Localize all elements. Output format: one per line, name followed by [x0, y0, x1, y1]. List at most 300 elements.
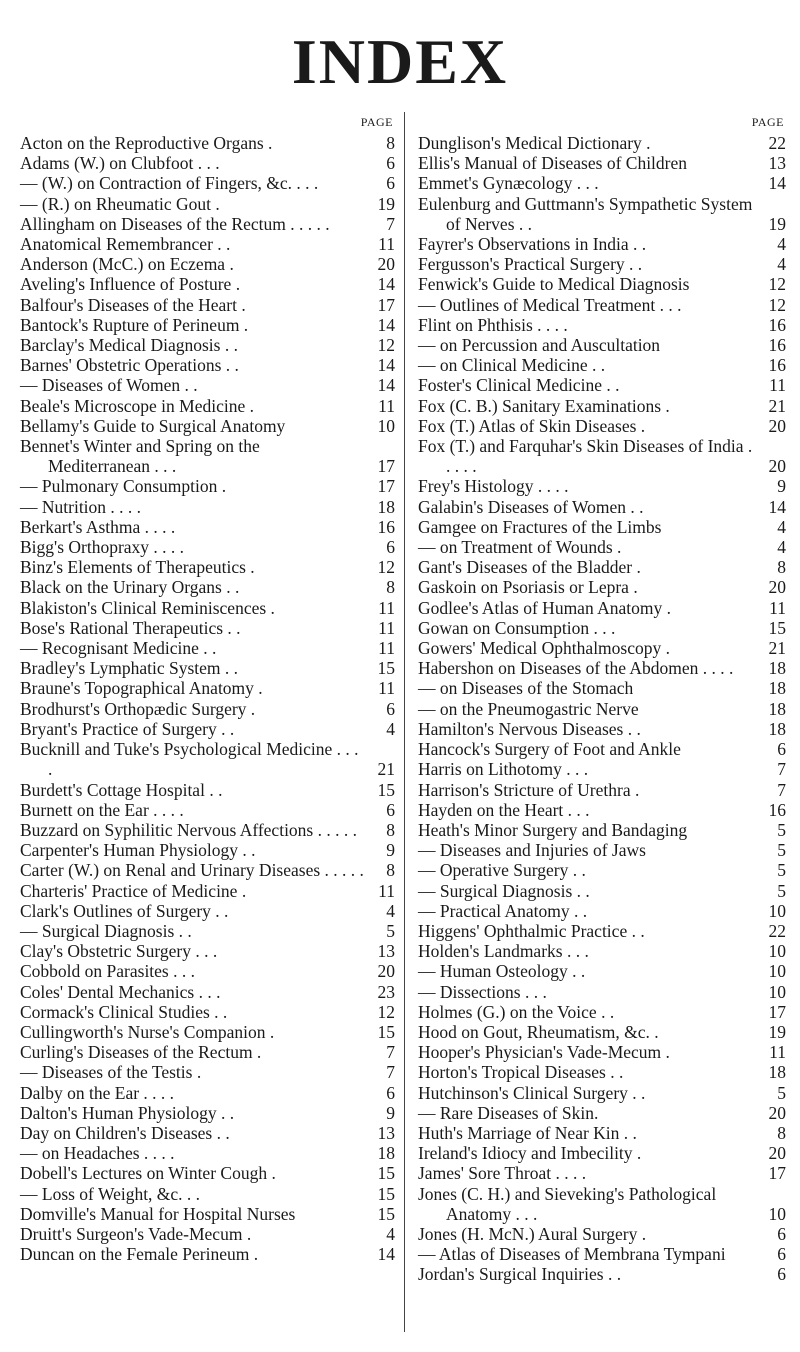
entry-page-number: 14: [377, 355, 395, 376]
index-entry: [418, 436, 786, 476]
entry-page-number: 17: [768, 1163, 786, 1184]
index-entry: [20, 355, 395, 375]
entry-title: Holmes (G.) on the Voice . .: [418, 1001, 615, 1022]
entry-page-number: 8: [386, 577, 395, 598]
index-entry: [418, 173, 786, 193]
entry-title: Galabin's Diseases of Women . .: [418, 496, 644, 517]
index-entry: [20, 618, 395, 638]
index-entry: [20, 1244, 395, 1264]
entry-page-number: 17: [377, 456, 395, 477]
entry-page-number: 19: [768, 1021, 786, 1042]
index-entry: [20, 800, 395, 820]
entry-title: Curling's Diseases of the Rectum .: [20, 1042, 262, 1063]
entry-page-number: 8: [386, 133, 395, 153]
entry-title: — Atlas of Diseases of Membrana Tympani: [418, 1244, 726, 1265]
entry-title: Black on the Urinary Organs . .: [20, 577, 240, 598]
index-entry: [418, 860, 786, 880]
entry-title: Hooper's Physician's Vade-Mecum .: [418, 1042, 670, 1063]
entry-title: Dobell's Lectures on Winter Cough .: [20, 1163, 276, 1184]
entry-title: Eulenburg and Guttmann's Sympathetic System of Nerves . .: [418, 193, 753, 234]
entry-title: — on Headaches . . . .: [20, 1143, 175, 1164]
index-entry: [20, 315, 395, 335]
entry-page-number: 11: [378, 597, 395, 618]
entry-page-number: 5: [777, 880, 786, 901]
entry-title: Harris on Lithotomy . . .: [418, 759, 589, 780]
entry-page-number: 6: [777, 1264, 786, 1285]
entry-title: Burdett's Cottage Hospital . .: [20, 779, 223, 800]
entry-page-number: 6: [777, 739, 786, 760]
entry-title: Clark's Outlines of Surgery . .: [20, 900, 229, 921]
entry-title: — on Percussion and Auscultation: [418, 335, 661, 356]
index-entry: [418, 678, 786, 698]
entry-title: Buzzard on Syphilitic Nervous Affections . . . . .: [20, 819, 357, 840]
entry-title: Jones (H. McN.) Aural Surgery .: [418, 1223, 647, 1244]
index-entry: [418, 1022, 786, 1042]
entry-title: Druitt's Surgeon's Vade-Mecum .: [20, 1223, 252, 1244]
entry-page-number: 21: [768, 395, 786, 416]
entry-page-number: 4: [386, 1223, 395, 1244]
index-entry: [418, 355, 786, 375]
index-entry: [418, 1244, 786, 1264]
index-entry: [20, 1204, 395, 1224]
index-entry: [20, 1022, 395, 1042]
entry-title: Day on Children's Diseases . .: [20, 1122, 230, 1143]
entry-title: — Diseases of Women . .: [20, 375, 198, 396]
index-entry: [418, 800, 786, 820]
entry-page-number: 7: [386, 1062, 395, 1083]
entry-page-number: 11: [378, 617, 395, 638]
entry-page-number: 9: [777, 476, 786, 497]
index-entry: [418, 375, 786, 395]
index-entry: [418, 497, 786, 517]
index-entry: [20, 820, 395, 840]
index-entry: [418, 274, 786, 294]
entry-page-number: 20: [768, 456, 786, 477]
index-entry: [20, 476, 395, 496]
index-entry: [20, 678, 395, 698]
index-list-right: [418, 133, 786, 1285]
index-entry: [418, 1184, 786, 1224]
entry-page-number: 18: [768, 678, 786, 699]
index-entry: [418, 820, 786, 840]
entry-title: Fox (T.) and Farquhar's Skin Diseases of India . . . . .: [418, 436, 753, 477]
entry-title: Bradley's Lymphatic System . .: [20, 658, 238, 679]
entry-title: — on Treatment of Wounds .: [418, 537, 622, 558]
index-entry: [418, 840, 786, 860]
entry-title: Bantock's Rupture of Perineum .: [20, 314, 249, 335]
entry-title: Bellamy's Guide to Surgical Anatomy: [20, 415, 286, 436]
entry-title: Brodhurst's Orthopædic Surgery .: [20, 698, 256, 719]
index-entry: [418, 476, 786, 496]
index-entry: [418, 961, 786, 981]
entry-page-number: 15: [377, 1183, 395, 1204]
index-entry: [20, 961, 395, 981]
entry-page-number: 5: [777, 860, 786, 881]
entry-title: — Nutrition . . . .: [20, 496, 142, 517]
entry-page-number: 13: [768, 153, 786, 174]
index-entry: [418, 759, 786, 779]
entry-page-number: 14: [768, 496, 786, 517]
index-entry: [20, 1184, 395, 1204]
index-entry: [20, 860, 395, 880]
entry-page-number: 18: [768, 718, 786, 739]
entry-page-number: 16: [768, 355, 786, 376]
index-entry: [20, 901, 395, 921]
entry-title: Foster's Clinical Medicine . .: [418, 375, 620, 396]
index-entry: [418, 315, 786, 335]
entry-page-number: 6: [386, 799, 395, 820]
entry-title: Clay's Obstetric Surgery . . .: [20, 941, 218, 962]
index-entry: [418, 537, 786, 557]
entry-page-number: 11: [378, 395, 395, 416]
entry-title: — on the Pneumogastric Nerve: [418, 698, 639, 719]
entry-title: Charteris' Practice of Medicine .: [20, 880, 247, 901]
entry-page-number: 23: [377, 981, 395, 1002]
index-entry: [20, 1224, 395, 1244]
entry-page-number: 8: [386, 819, 395, 840]
index-list-left: [20, 133, 395, 1264]
index-entry: [418, 133, 786, 153]
entry-page-number: 10: [768, 981, 786, 1002]
index-entry: [20, 517, 395, 537]
entry-page-number: 6: [386, 1082, 395, 1103]
entry-title: — Outlines of Medical Treatment . . .: [418, 294, 682, 315]
entry-title: Hamilton's Nervous Diseases . .: [418, 718, 641, 739]
entry-page-number: 6: [386, 153, 395, 174]
page-column-heading: PAGE: [751, 115, 784, 129]
entry-title: Jones (C. H.) and Sieveking's Pathological Anatomy . . .: [418, 1183, 717, 1224]
entry-title: Gamgee on Fractures of the Limbs: [418, 516, 662, 537]
entry-title: Balfour's Diseases of the Heart .: [20, 294, 246, 315]
entry-title: Hancock's Surgery of Foot and Ankle: [418, 739, 681, 760]
entry-page-number: 13: [377, 941, 395, 962]
entry-page-number: 22: [768, 133, 786, 153]
entry-title: — Operative Surgery . .: [418, 860, 586, 881]
entry-page-number: 11: [769, 1042, 786, 1063]
entry-page-number: 15: [377, 779, 395, 800]
entry-title: Anatomical Remembrancer . .: [20, 234, 231, 255]
index-entry: [20, 537, 395, 557]
index-entry: [418, 881, 786, 901]
entry-page-number: 15: [377, 1163, 395, 1184]
entry-page-number: 18: [768, 698, 786, 719]
entry-title: Huth's Marriage of Near Kin . .: [418, 1122, 637, 1143]
entry-title: Carter (W.) on Renal and Urinary Diseases . . . . .: [20, 860, 364, 881]
entry-page-number: 14: [768, 173, 786, 194]
entry-page-number: 20: [768, 1143, 786, 1164]
entry-title: — Diseases and Injuries of Jaws: [418, 840, 646, 861]
page-column-heading: PAGE: [360, 115, 393, 129]
index-entry: [20, 557, 395, 577]
entry-page-number: 11: [769, 597, 786, 618]
entry-page-number: 4: [777, 234, 786, 255]
entry-title: Cormack's Clinical Studies . .: [20, 1001, 228, 1022]
index-entry: [418, 719, 786, 739]
entry-page-number: 20: [377, 254, 395, 275]
entry-page-number: 6: [777, 1223, 786, 1244]
index-entry: [20, 598, 395, 618]
entry-title: Gant's Diseases of the Bladder .: [418, 557, 641, 578]
entry-title: — Pulmonary Consumption .: [20, 476, 227, 497]
entry-title: Barnes' Obstetric Operations . .: [20, 355, 239, 376]
index-entry: [418, 335, 786, 355]
entry-title: Harrison's Stricture of Urethra .: [418, 779, 640, 800]
entry-page-number: 12: [377, 335, 395, 356]
index-entry: [20, 941, 395, 961]
index-entry: [20, 1062, 395, 1082]
index-entry: [418, 1042, 786, 1062]
entry-page-number: 10: [377, 415, 395, 436]
entry-title: Hood on Gout, Rheumatism, &c. .: [418, 1021, 659, 1042]
entry-title: — on Clinical Medicine . .: [418, 355, 606, 376]
index-entry: [418, 234, 786, 254]
entry-title: Blakiston's Clinical Reminiscences .: [20, 597, 275, 618]
entry-title: Coles' Dental Mechanics . . .: [20, 981, 221, 1002]
entry-page-number: 17: [768, 1001, 786, 1022]
entry-title: Emmet's Gynæcology . . .: [418, 173, 599, 194]
index-entry: [418, 1123, 786, 1143]
entry-page-number: 5: [777, 819, 786, 840]
entry-page-number: 15: [377, 658, 395, 679]
index-entry: [20, 1042, 395, 1062]
index-entry: [418, 1083, 786, 1103]
index-entry: [20, 214, 395, 234]
index-entry: [418, 194, 786, 234]
index-entry: [418, 638, 786, 658]
index-entry: [20, 577, 395, 597]
entry-title: Gowan on Consumption . . .: [418, 617, 616, 638]
entry-title: Beale's Microscope in Medicine .: [20, 395, 254, 416]
entry-title: Fergusson's Practical Surgery . .: [418, 254, 643, 275]
entry-page-number: 5: [777, 1082, 786, 1103]
index-entry: [20, 173, 395, 193]
index-entry: [418, 1224, 786, 1244]
entry-page-number: 15: [377, 1203, 395, 1224]
entry-page-number: 12: [768, 274, 786, 295]
entry-page-number: 15: [768, 617, 786, 638]
index-entry: [418, 780, 786, 800]
index-entry: [20, 1163, 395, 1183]
entry-page-number: 12: [377, 1001, 395, 1022]
entry-title: — Recognisant Medicine . .: [20, 638, 217, 659]
index-entry: [20, 497, 395, 517]
entry-title: — Diseases of the Testis .: [20, 1062, 202, 1083]
index-entry: [418, 1163, 786, 1183]
entry-title: Carpenter's Human Physiology . .: [20, 840, 256, 861]
entry-title: Holden's Landmarks . . .: [418, 941, 589, 962]
entry-title: Gaskoin on Psoriasis or Lepra .: [418, 577, 638, 598]
index-entry: [20, 780, 395, 800]
index-entry: [20, 1083, 395, 1103]
index-entry: [20, 1143, 395, 1163]
entry-title: Higgens' Ophthalmic Practice . .: [418, 920, 645, 941]
entry-title: Acton on the Reproductive Organs .: [20, 133, 273, 153]
index-entry: [418, 295, 786, 315]
entry-title: Burnett on the Ear . . . .: [20, 799, 184, 820]
index-entry: [418, 416, 786, 436]
index-entry: [20, 133, 395, 153]
index-entry: [20, 194, 395, 214]
entry-title: Aveling's Influence of Posture .: [20, 274, 241, 295]
entry-page-number: 7: [777, 779, 786, 800]
index-entry: [418, 901, 786, 921]
index-entry: [20, 921, 395, 941]
entry-title: James' Sore Throat . . . .: [418, 1163, 587, 1184]
entry-page-number: 11: [378, 880, 395, 901]
index-entry: [20, 1123, 395, 1143]
entry-page-number: 10: [768, 961, 786, 982]
entry-title: Fenwick's Guide to Medical Diagnosis: [418, 274, 690, 295]
entry-title: Fox (T.) Atlas of Skin Diseases .: [418, 415, 646, 436]
entry-title: — Loss of Weight, &c. . .: [20, 1183, 201, 1204]
entry-title: Bennet's Winter and Spring on the Mediterranean . . .: [20, 436, 260, 477]
entry-title: Dalby on the Ear . . . .: [20, 1082, 175, 1103]
entry-title: Domville's Manual for Hospital Nurses: [20, 1203, 296, 1224]
entry-title: Binz's Elements of Therapeutics .: [20, 557, 255, 578]
entry-page-number: 10: [768, 900, 786, 921]
entry-title: Heath's Minor Surgery and Bandaging: [418, 819, 688, 840]
entry-page-number: 9: [386, 840, 395, 861]
entry-page-number: 12: [377, 557, 395, 578]
index-entry: [20, 153, 395, 173]
entry-page-number: 12: [768, 294, 786, 315]
entry-title: Cobbold on Parasites . . .: [20, 961, 195, 982]
entry-title: Dunglison's Medical Dictionary .: [418, 133, 651, 153]
entry-title: Braune's Topographical Anatomy .: [20, 678, 263, 699]
index-entry: [418, 1264, 786, 1284]
entry-page-number: 5: [386, 920, 395, 941]
index-entry: [418, 557, 786, 577]
entry-page-number: 15: [377, 1021, 395, 1042]
entry-page-number: 11: [769, 375, 786, 396]
entry-page-number: 11: [378, 638, 395, 659]
entry-title: — Dissections . . .: [418, 981, 547, 1002]
entry-title: Godlee's Atlas of Human Anatomy .: [418, 597, 671, 618]
entry-page-number: 9: [386, 1102, 395, 1123]
entry-page-number: 6: [777, 1244, 786, 1265]
entry-page-number: 20: [768, 577, 786, 598]
index-entry: [418, 577, 786, 597]
index-entry: [418, 517, 786, 537]
index-entry: [20, 274, 395, 294]
entry-title: — Practical Anatomy . .: [418, 900, 588, 921]
entry-page-number: 6: [386, 537, 395, 558]
entry-title: Dalton's Human Physiology . .: [20, 1102, 235, 1123]
entry-title: Duncan on the Female Perineum .: [20, 1244, 259, 1265]
entry-page-number: 22: [768, 920, 786, 941]
entry-page-number: 11: [378, 234, 395, 255]
entry-title: Gowers' Medical Ophthalmoscopy .: [418, 638, 670, 659]
index-entry: [418, 921, 786, 941]
entry-title: Ireland's Idiocy and Imbecility .: [418, 1143, 642, 1164]
entry-title: Fayrer's Observations in India . .: [418, 234, 647, 255]
entry-title: — (W.) on Contraction of Fingers, &c. . . .: [20, 173, 319, 194]
index-entry: [418, 739, 786, 759]
index-entry: [418, 982, 786, 1002]
entry-title: Barclay's Medical Diagnosis . .: [20, 335, 238, 356]
entry-page-number: 19: [377, 193, 395, 214]
entry-page-number: 8: [777, 557, 786, 578]
entry-title: Horton's Tropical Diseases . .: [418, 1062, 624, 1083]
entry-title: Flint on Phthisis . . . .: [418, 314, 568, 335]
entry-page-number: 4: [777, 254, 786, 275]
index-entry: [20, 335, 395, 355]
index-entry: [418, 1143, 786, 1163]
entry-title: Allingham on Diseases of the Rectum . . . . .: [20, 213, 330, 234]
entry-title: Berkart's Asthma . . . .: [20, 516, 176, 537]
entry-page-number: 14: [377, 274, 395, 295]
entry-page-number: 7: [386, 213, 395, 234]
entry-title: Hutchinson's Clinical Surgery . .: [418, 1082, 646, 1103]
entry-page-number: 4: [386, 718, 395, 739]
entry-title: Adams (W.) on Clubfoot . . .: [20, 153, 220, 174]
entry-page-number: 6: [386, 698, 395, 719]
entry-title: Cullingworth's Nurse's Companion .: [20, 1021, 275, 1042]
entry-page-number: 8: [386, 860, 395, 881]
index-entry: [418, 396, 786, 416]
index-entry: [418, 598, 786, 618]
entry-page-number: 16: [768, 799, 786, 820]
entry-page-number: 4: [386, 900, 395, 921]
index-entry: [20, 1103, 395, 1123]
entry-page-number: 4: [777, 537, 786, 558]
entry-page-number: 17: [377, 476, 395, 497]
index-entry: [20, 881, 395, 901]
entry-page-number: 21: [768, 638, 786, 659]
entry-page-number: 20: [768, 415, 786, 436]
index-entry: [20, 436, 395, 476]
index-entry: [418, 1062, 786, 1082]
index-entry: [418, 941, 786, 961]
entry-page-number: 5: [777, 840, 786, 861]
entry-title: Bigg's Orthopraxy . . . .: [20, 537, 185, 558]
entry-page-number: 21: [377, 759, 395, 780]
index-entry: [20, 234, 395, 254]
entry-title: — Rare Diseases of Skin.: [418, 1102, 599, 1123]
entry-page-number: 11: [378, 678, 395, 699]
index-entry: [20, 295, 395, 315]
index-entry: [20, 375, 395, 395]
entry-page-number: 16: [377, 516, 395, 537]
entry-page-number: 10: [768, 1203, 786, 1224]
entry-page-number: 17: [377, 294, 395, 315]
entry-page-number: 14: [377, 1244, 395, 1265]
entry-page-number: 20: [377, 961, 395, 982]
index-column-right: [418, 115, 786, 1285]
index-entry: [20, 1002, 395, 1022]
entry-page-number: 7: [386, 1042, 395, 1063]
entry-page-number: 18: [768, 658, 786, 679]
index-entry: [418, 254, 786, 274]
entry-title: Fox (C. B.) Sanitary Examinations .: [418, 395, 670, 416]
index-entry: [20, 658, 395, 678]
entry-page-number: 10: [768, 941, 786, 962]
entry-title: Bryant's Practice of Surgery . .: [20, 718, 235, 739]
entry-page-number: 19: [768, 213, 786, 234]
index-entry: [20, 699, 395, 719]
entry-title: Habershon on Diseases of the Abdomen . . . .: [418, 658, 734, 679]
entry-title: Ellis's Manual of Diseases of Children: [418, 153, 688, 174]
entry-title: Jordan's Surgical Inquiries . .: [418, 1264, 622, 1285]
index-entry: [20, 396, 395, 416]
entry-page-number: 18: [377, 1143, 395, 1164]
index-entry: [418, 1103, 786, 1123]
index-entry: [418, 699, 786, 719]
entry-title: — (R.) on Rheumatic Gout .: [20, 193, 220, 214]
entry-page-number: 13: [377, 1122, 395, 1143]
index-column-left: [20, 115, 395, 1264]
entry-page-number: 16: [768, 314, 786, 335]
